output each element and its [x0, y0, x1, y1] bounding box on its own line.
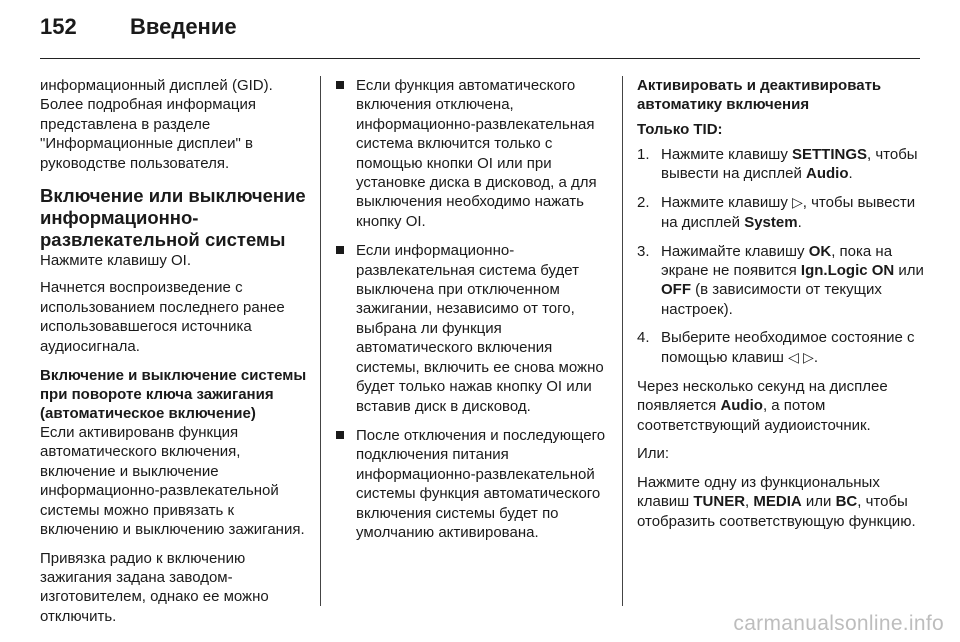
bullet-square-icon [336, 431, 344, 439]
settings-key: SETTINGS [792, 146, 868, 163]
bullet-square-icon [336, 81, 344, 89]
step-3: 3. Нажимайте клавишу OK, пока на экране не появится Ign.Logic ON или OFF (в зависимости от текущих настроек). [637, 242, 924, 318]
power-key: OI [171, 252, 187, 270]
page-number: 152 [40, 14, 77, 39]
step-4: 4. Выберите необходимое состояние с помощью клавиш ◁ ▷. [637, 329, 915, 366]
column-divider-2 [622, 76, 623, 606]
section-heading-power: Включение или выключение информационно-развлекательной системы [40, 185, 306, 251]
steps-list [637, 145, 927, 368]
column-divider-1 [320, 76, 321, 606]
ok-key: OK [808, 242, 832, 260]
column-1 [40, 76, 308, 635]
media-key: MEDIA [753, 493, 802, 511]
arrow-right-icon: ▷ [792, 194, 803, 211]
intro-paragraph: информационный дисплей (GID). Более подробная информация представлена в разделе "Информационные дисплеи" в руководстве пользователя. [40, 77, 273, 172]
start-paragraph: Начнется воспроизведение с использованием последнего ранее использовавшегося источника аудиосигнала. [40, 279, 285, 355]
bullet-square-icon [336, 246, 344, 254]
bullet-list [334, 76, 610, 542]
arrow-right-icon: ▷ [803, 349, 814, 366]
column-3 [637, 76, 927, 540]
list-item: Если информационно-развлекательная система будет выключена при отключенном зажигании, независимо от того, выбрана ли функция автоматического включения системы, включить ее снова можно будет только нажав кнопку OI или вставив диск в дисковод. [334, 241, 610, 416]
header-rule [40, 58, 920, 59]
bc-key: BC [835, 493, 858, 511]
watermark: carmanualsonline.info [733, 612, 944, 635]
column-2 [334, 76, 610, 552]
page-header [40, 14, 920, 54]
step-2: 2. Нажмите клавишу ▷, чтобы вывести на дисплей System. [637, 193, 916, 232]
alt-paragraph: Нажмите одну из функциональных клавиш TUNER, MEDIA или BC, чтобы отобразить соответствующую функцию. [637, 473, 916, 530]
list-item: Если функция автоматического включения отключена, информационно-развлекательная система включится только с помощью кнопки OI или при установке диска в дисковод, а для выключения необходимо нажать кнопку OI. [334, 76, 610, 231]
or-paragraph: Или: [637, 445, 670, 463]
subheading-activate: Активировать и деактивировать автоматику включения [637, 77, 882, 113]
list-item: После отключения и последующего подключения питания информационно-развлекательной системы функция автоматического включения системы будет по умолчанию активирована. [334, 426, 610, 542]
auto-paragraph: Если активированв функция автоматического включения, включение и выключение информационно-развлекательной системы можно привязать к включению и выключению зажигания. [40, 424, 305, 539]
subheading-tid: Только TID: [637, 121, 723, 138]
press-paragraph: Нажмите клавишу OI. [40, 252, 192, 270]
step-1: 1. Нажмите клавишу SETTINGS, чтобы вывести на дисплей Audio. [637, 146, 918, 183]
chapter-title: Введение [130, 14, 237, 39]
binding-paragraph: Привязка радио к включению зажигания задана заводом-изготовителем, однако ее можно отключить. [40, 549, 269, 625]
arrow-left-icon: ◁ [788, 349, 799, 366]
tuner-key: TUNER [693, 493, 746, 511]
result-paragraph: Через несколько секунд на дисплее появляется Audio, а потом соответствующий аудиоисточник. [637, 378, 888, 434]
subheading-ignition: Включение и выключение системы при повороте ключа зажигания (автоматическое включение) [40, 367, 307, 423]
